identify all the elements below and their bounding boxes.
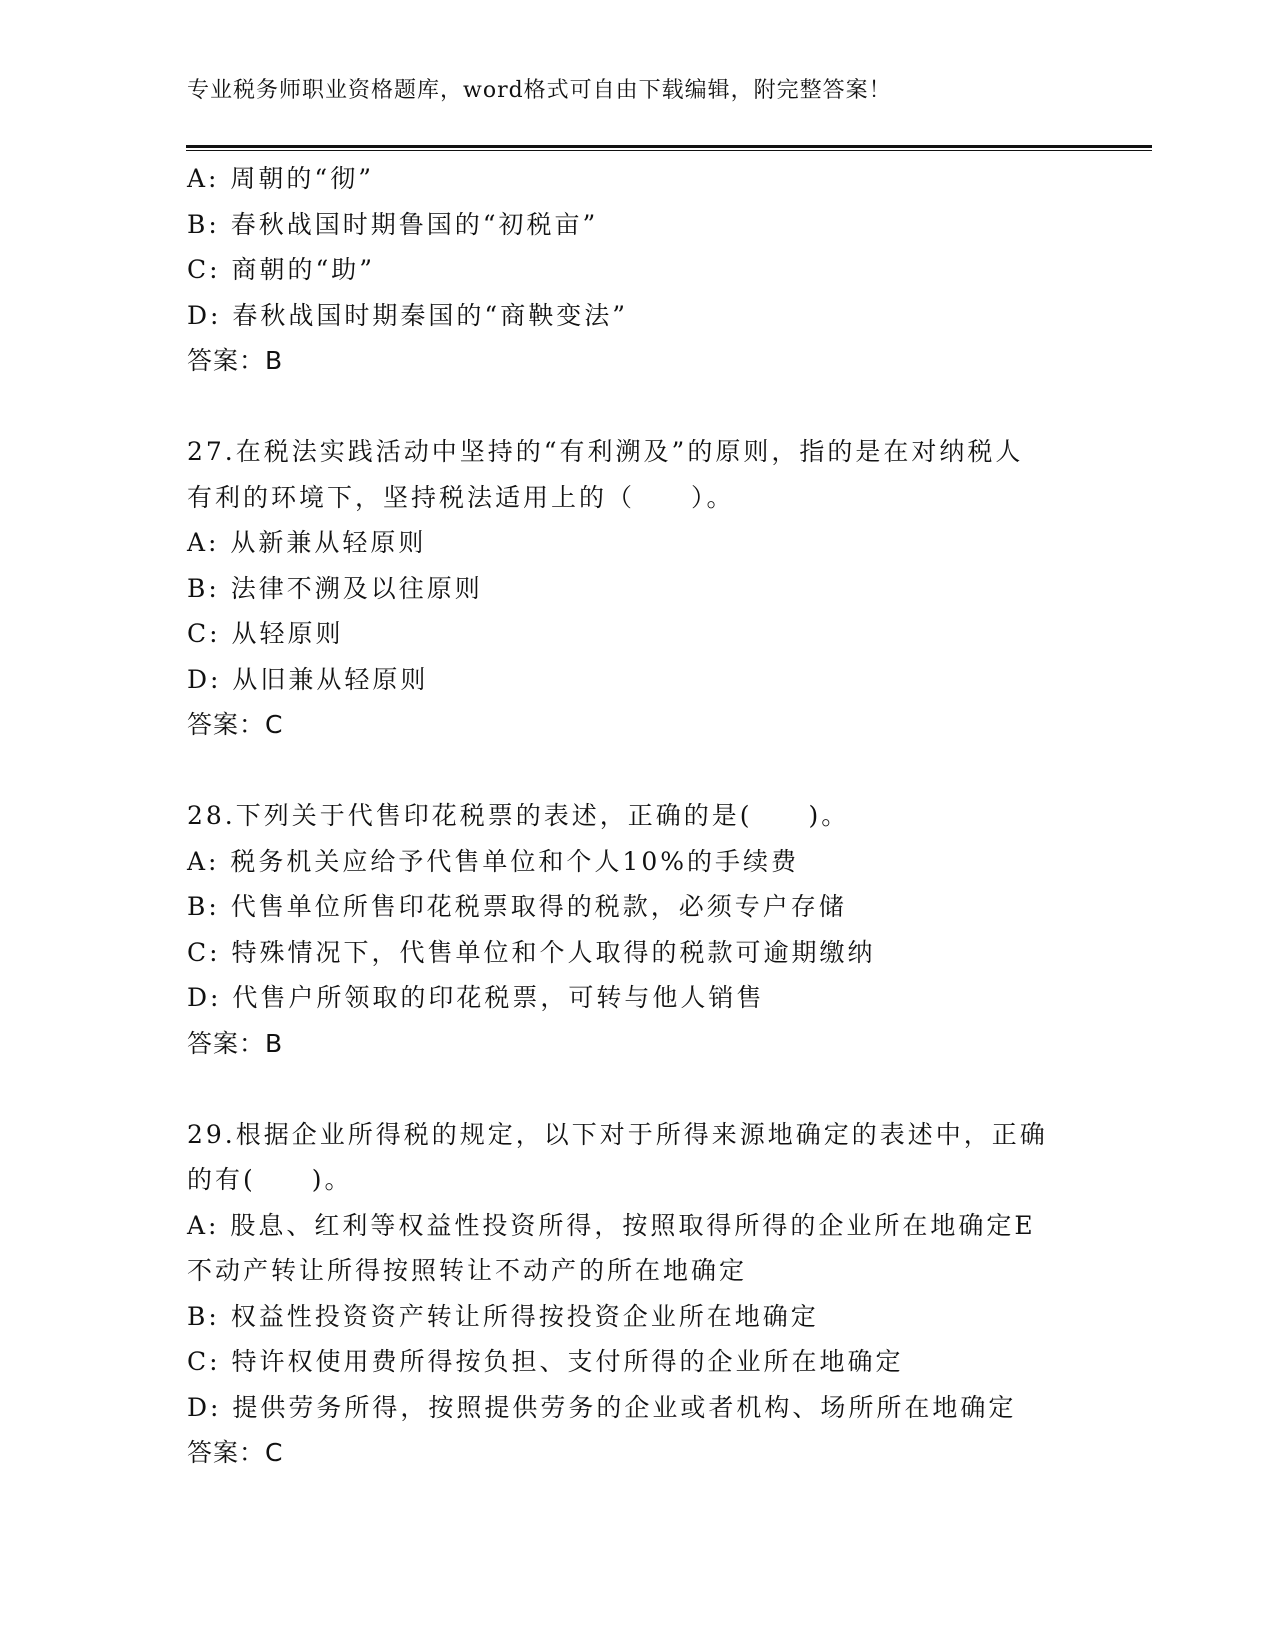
document-body: [187, 156, 1087, 1476]
option-c: C: 特许权使用费所得按负担、支付所得的企业所在地确定: [187, 1347, 904, 1376]
question-stem: 的有( )。: [187, 1165, 353, 1194]
question-26-continued: [187, 156, 1087, 384]
spacer: [187, 1066, 1087, 1112]
page-header: 专业税务师职业资格题库，word格式可自由下载编辑，附完整答案！: [187, 78, 892, 103]
option-d: D: 从旧兼从轻原则: [187, 664, 429, 694]
question-28: [187, 793, 1087, 1066]
header-divider-thick: [186, 145, 1152, 148]
question-stem: 29.根据企业所得税的规定，以下对于所得来源地确定的表述中，正确: [187, 1119, 1048, 1149]
option-b: B: 春秋战国时期鲁国的“初税亩”: [187, 209, 599, 239]
answer: 答案：C: [187, 1438, 284, 1467]
option-d: D: 提供劳务所得，按照提供劳务的企业或者机构、场所所在地确定: [187, 1392, 1017, 1422]
option-a: A: 从新兼从轻原则: [187, 528, 427, 557]
option-b: B: 法律不溯及以往原则: [187, 573, 483, 603]
spacer: [187, 384, 1087, 430]
option-c: C: 商朝的“助”: [187, 255, 376, 284]
header-divider: [186, 145, 1152, 152]
answer: 答案：B: [187, 346, 284, 375]
question-29: [187, 1112, 1087, 1476]
option-a: A: 税务机关应给予代售单位和个人10%的手续费: [187, 846, 799, 876]
option-b: B: 代售单位所售印花税票取得的税款，必须专户存储: [187, 892, 847, 921]
question-27: [187, 429, 1087, 748]
header-divider-thin: [186, 150, 1152, 151]
option-d: D: 春秋战国时期秦国的“商鞅变法”: [187, 300, 628, 330]
option-a-continued: 不动产转让所得按照转让不动产的所在地确定: [187, 1256, 748, 1285]
option-a: A: 股息、红利等权益性投资所得，按照取得所得的企业所在地确定E: [187, 1210, 1036, 1240]
question-stem: 有利的环境下，坚持税法适用上的（ ）。: [187, 482, 735, 512]
spacer: [187, 748, 1087, 794]
option-a: A: 周朝的“彻”: [187, 164, 374, 193]
answer: 答案：B: [187, 1028, 284, 1058]
option-c: C: 特殊情况下，代售单位和个人取得的税款可逾期缴纳: [187, 937, 876, 967]
option-b: B: 权益性投资资产转让所得按投资企业所在地确定: [187, 1301, 819, 1331]
question-stem: 28.下列关于代售印花税票的表述，正确的是( )。: [187, 801, 850, 830]
option-d: D: 代售户所领取的印花税票，可转与他人销售: [187, 983, 765, 1012]
option-c: C: 从轻原则: [187, 619, 344, 648]
answer: 答案：C: [187, 710, 284, 739]
question-stem: 27.在税法实践活动中坚持的“有利溯及”的原则，指的是在对纳税人: [187, 437, 1024, 466]
